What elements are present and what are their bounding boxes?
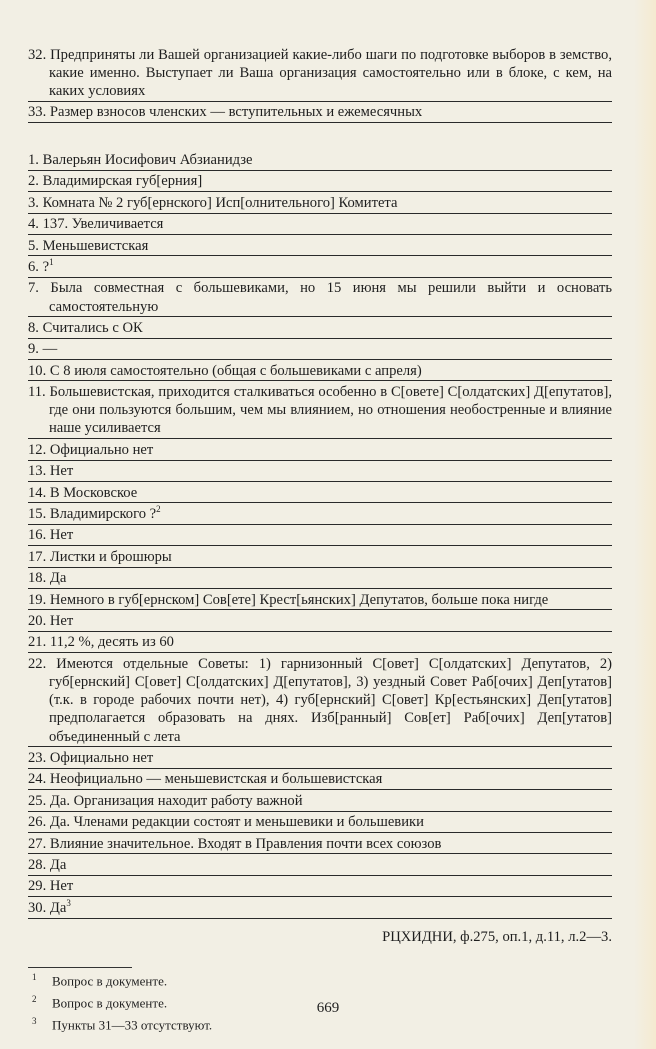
- footnote-ref: 3: [66, 897, 71, 908]
- answer-text: 3. Комната № 2 губ[ернского] Исп[олнительного] Комитета: [28, 194, 398, 211]
- answer-text: 4. 137. Увеличивается: [28, 216, 164, 233]
- footnote-mark: 2: [32, 993, 37, 1004]
- answer-text: 25. Да. Организация находит работу важной: [28, 792, 303, 809]
- answer-item: [28, 897, 612, 918]
- page-number: 669: [316, 1000, 340, 1016]
- answer-text: 24. Неофициально — меньшевистская и большевистская: [28, 771, 383, 788]
- document-page: [28, 44, 612, 1035]
- archive-source: РЦХИДНИ, ф.275, оп.1, д.11, л.2—3.: [382, 928, 612, 945]
- answer-text: 28. Да: [28, 856, 67, 873]
- question-item: 32. Предприняты ли Вашей организацией какие-либо шаги по подготовке выборов в земство, какие именно. Выступает ли Ваша организация самостоятельно или в блоке, с кем, на каких условиях: [28, 44, 612, 102]
- answer-text: 12. Официально нет: [28, 441, 154, 458]
- answer-text: 2. Владимирская губ[ерния]: [28, 173, 203, 190]
- footnote-text: Вопрос в документе.: [52, 995, 168, 1011]
- answer-item: [28, 149, 612, 170]
- answer-text: 21. 11,2 %, десять из 60: [28, 634, 174, 651]
- answer-text: 26. Да. Членами редакции состоят и меньшевики и большевики: [28, 814, 424, 831]
- answer-item: [28, 653, 612, 747]
- answer-text: 18. Да: [28, 570, 67, 587]
- answers-list: [28, 149, 612, 918]
- answer-item: [28, 632, 612, 653]
- footnote: [28, 968, 612, 990]
- answer-text: 16. Нет: [28, 527, 74, 544]
- answer-item: [28, 876, 612, 897]
- answer-text: 19. Немного в губ[ернском] Сов[ете] Крест[ьянских] Депутатов, больше пока нигде: [28, 591, 549, 608]
- answer-text: 1. Валерьян Иосифович Абзианидзе: [28, 151, 253, 168]
- answer-text: 23. Официально нет: [28, 749, 154, 766]
- answer-item: [28, 790, 612, 811]
- answer-text: 20. Нет: [28, 613, 74, 629]
- answer-item: [28, 381, 612, 439]
- footnote-ref: 1: [49, 257, 54, 268]
- answer-text: 11. Большевистская, приходится сталкиваться особенно в С[овете] С[олдатских] Д[епутатов], где они пользуются большим, чем мы влиянием, но отношения необостренные и влияние наше усиливается: [28, 384, 612, 437]
- answer-text: 5. Меньшевистская: [28, 237, 149, 254]
- questions-section: [28, 44, 612, 123]
- footnote-mark: 1: [32, 971, 37, 982]
- answer-item: [28, 747, 612, 768]
- answer-item: [28, 812, 612, 833]
- answer-item: [28, 439, 612, 460]
- footnote-ref: 2: [156, 504, 161, 515]
- answer-item: [28, 461, 612, 482]
- answer-text: 30. Да: [28, 899, 67, 916]
- answer-text: 29. Нет: [28, 878, 74, 895]
- answer-text: 15. Владимирского ?: [28, 506, 157, 523]
- page-edge-shadow: [634, 0, 656, 1049]
- answer-item: [28, 482, 612, 503]
- answer-text: 13. Нет: [28, 463, 74, 480]
- answer-text: 7. Была совместная с большевиками, но 15 июня мы решили выйти и основать самостоятельную: [28, 280, 612, 315]
- footnote-mark: 3: [32, 1016, 37, 1027]
- answer-text: 27. Влияние значительное. Входят в Правления почти всех союзов: [28, 835, 442, 852]
- answer-item: [28, 171, 612, 192]
- answer-item: [28, 589, 612, 610]
- answer-item: [28, 256, 612, 277]
- answer-item: [28, 610, 612, 631]
- answer-item: [28, 235, 612, 256]
- question-item: 33. Размер взносов членских — вступительных и ежемесячных: [28, 102, 612, 123]
- answer-item: [28, 769, 612, 790]
- footnote-text: Вопрос в документе.: [52, 972, 168, 988]
- answer-item: [28, 525, 612, 546]
- answer-item: [28, 317, 612, 338]
- answer-item: [28, 854, 612, 875]
- answer-item: [28, 214, 612, 235]
- answer-text: 8. Считались с ОК: [28, 319, 143, 336]
- answer-item: [28, 360, 612, 381]
- footnote-text: Пункты 31—33 отсутствуют.: [52, 1017, 213, 1033]
- answer-item: [28, 339, 612, 360]
- answer-item: [28, 546, 612, 567]
- answer-item: [28, 503, 612, 524]
- answer-text: 14. В Московское: [28, 484, 138, 501]
- answer-item: [28, 192, 612, 213]
- answer-item: [28, 833, 612, 854]
- answer-text: 17. Листки и брошюры: [28, 548, 172, 565]
- answer-text: 9. —: [28, 341, 58, 358]
- answer-text: 10. С 8 июля самостоятельно (общая с большевиками с апреля): [28, 362, 422, 379]
- answer-text: 22. Имеются отдельные Советы: 1) гарнизонный С[овет] С[олдатских] Депутатов, 2) губ[ернский] С[овет] С[олдатских] Д[епутатов], 3) уездный Совет Раб[очих] Деп[утатов] (т.к. в городе рабочих почти нет), 4) губ[ернский] С[овет] Кр[естьянских] Деп[утатов] предполагается образовать на днях. Изб[ранный] Сов[ет] Раб[очих] Деп[утатов] объединенный с лета: [28, 655, 612, 745]
- answer-item: [28, 568, 612, 589]
- answer-text: 6. ?: [28, 258, 50, 275]
- answer-item: [28, 278, 612, 318]
- section-gap: [28, 123, 612, 149]
